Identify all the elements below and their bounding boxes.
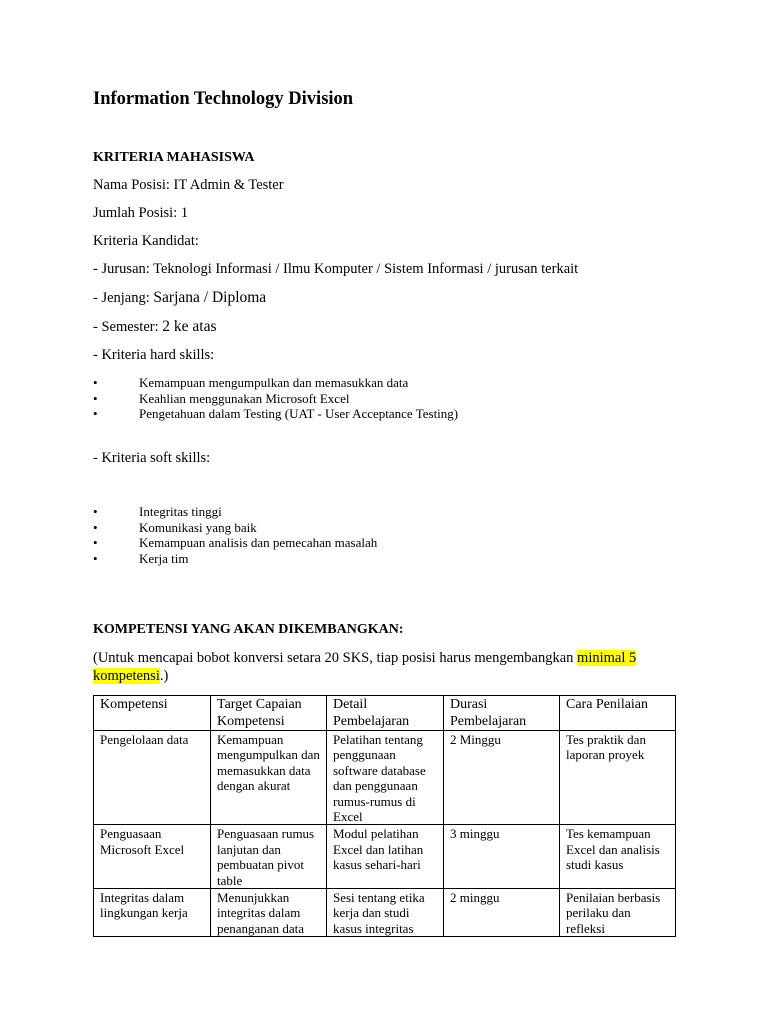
nama-posisi: Nama Posisi: IT Admin & Tester xyxy=(93,177,284,193)
table-cell: Integritas dalam lingkungan kerja xyxy=(94,889,211,937)
list-item: • Integritas tinggi xyxy=(93,504,222,519)
semester xyxy=(93,318,217,336)
kriteria-kandidat: Kriteria Kandidat: xyxy=(93,233,199,249)
bullet-icon: • xyxy=(93,550,98,566)
kompetensi-note-line2: kompetensi.) xyxy=(93,668,169,684)
table-cell: Penguasaan rumus lanjutan dan pembuatan pivot table xyxy=(211,825,327,889)
highlight-text: minimal 5 xyxy=(577,650,637,666)
column-header: Target Capaian Kompetensi xyxy=(211,696,327,731)
bullet-icon: • xyxy=(93,535,98,550)
kompetensi-table xyxy=(93,695,676,937)
table-header-row xyxy=(94,696,676,731)
column-header: Cara Penilaian xyxy=(560,696,676,731)
table-row xyxy=(94,889,676,937)
jumlah-posisi: Jumlah Posisi: 1 xyxy=(93,205,189,221)
document-title: Information Technology Division xyxy=(93,89,354,109)
column-header: Kompetensi xyxy=(94,696,211,731)
table-cell: Kemampuan mengumpulkan dan memasukkan data dengan akurat xyxy=(211,731,327,825)
list-item: • Kemampuan analisis dan pemecahan masalah xyxy=(93,535,378,550)
table-cell: Menunjukkan integritas dalam penanganan data xyxy=(211,889,327,937)
table-cell: Pelatihan tentang penggunaan software database dan penggunaan rumus-rumus di Excel xyxy=(327,731,444,825)
semester-label: - Semester: xyxy=(93,319,163,335)
table-row xyxy=(94,825,676,889)
table-cell: Tes kemampuan Excel dan analisis studi kasus xyxy=(560,825,676,889)
hard-skills-label: - Kriteria hard skills: xyxy=(93,347,215,363)
hard-skills-list xyxy=(93,375,593,425)
bullet-icon: • xyxy=(93,504,98,519)
bullet-icon: • xyxy=(93,406,98,421)
table-cell: Pengelolaan data xyxy=(94,731,211,825)
column-header: Detail Pembelajaran xyxy=(327,696,444,731)
list-item: • Keahlian menggunakan Microsoft Excel xyxy=(93,390,350,406)
semester-value: 2 ke atas xyxy=(162,318,217,335)
table-cell: 3 minggu xyxy=(444,825,560,889)
table-cell: Penguasaan Microsoft Excel xyxy=(94,825,211,889)
table-cell: Penilaian berbasis perilaku dan refleksi xyxy=(560,889,676,937)
kompetensi-heading: KOMPETENSI YANG AKAN DIKEMBANGKAN: xyxy=(93,622,404,637)
jenjang-value: Sarjana / Diploma xyxy=(153,289,267,306)
bullet-icon: • xyxy=(93,390,98,406)
bullet-icon: • xyxy=(93,375,98,390)
kriteria-heading: KRITERIA MAHASISWA xyxy=(93,150,255,165)
soft-skills-label: - Kriteria soft skills: xyxy=(93,450,211,466)
kompetensi-note-line1: (Untuk mencapai bobot konversi setara 20 SKS, tiap posisi harus mengembangkan minimal 5 xyxy=(93,650,637,666)
table-cell: 2 minggu xyxy=(444,889,560,937)
table-cell: Modul pelatihan Excel dan latihan kasus sehari-hari xyxy=(327,825,444,889)
soft-skills-list xyxy=(93,504,593,569)
list-item: • Kerja tim xyxy=(93,550,189,566)
highlight-text: kompetensi xyxy=(93,668,160,684)
jurusan: - Jurusan: Teknologi Informasi / Ilmu Komputer / Sistem Informasi / jurusan terkait xyxy=(93,261,579,277)
table-row xyxy=(94,731,676,825)
table-cell: 2 Minggu xyxy=(444,731,560,825)
list-item: • Kemampuan mengumpulkan dan memasukkan data xyxy=(93,375,409,390)
table-cell: Sesi tentang etika kerja dan studi kasus integritas xyxy=(327,889,444,937)
jenjang xyxy=(93,289,266,307)
list-item: • Komunikasi yang baik xyxy=(93,519,257,535)
table-cell: Tes praktik dan laporan proyek xyxy=(560,731,676,825)
jenjang-label: - Jenjang: xyxy=(93,290,154,306)
bullet-icon: • xyxy=(93,519,98,535)
list-item: • Pengetahuan dalam Testing (UAT - User Acceptance Testing) xyxy=(93,406,459,421)
column-header: Durasi Pembelajaran xyxy=(444,696,560,731)
